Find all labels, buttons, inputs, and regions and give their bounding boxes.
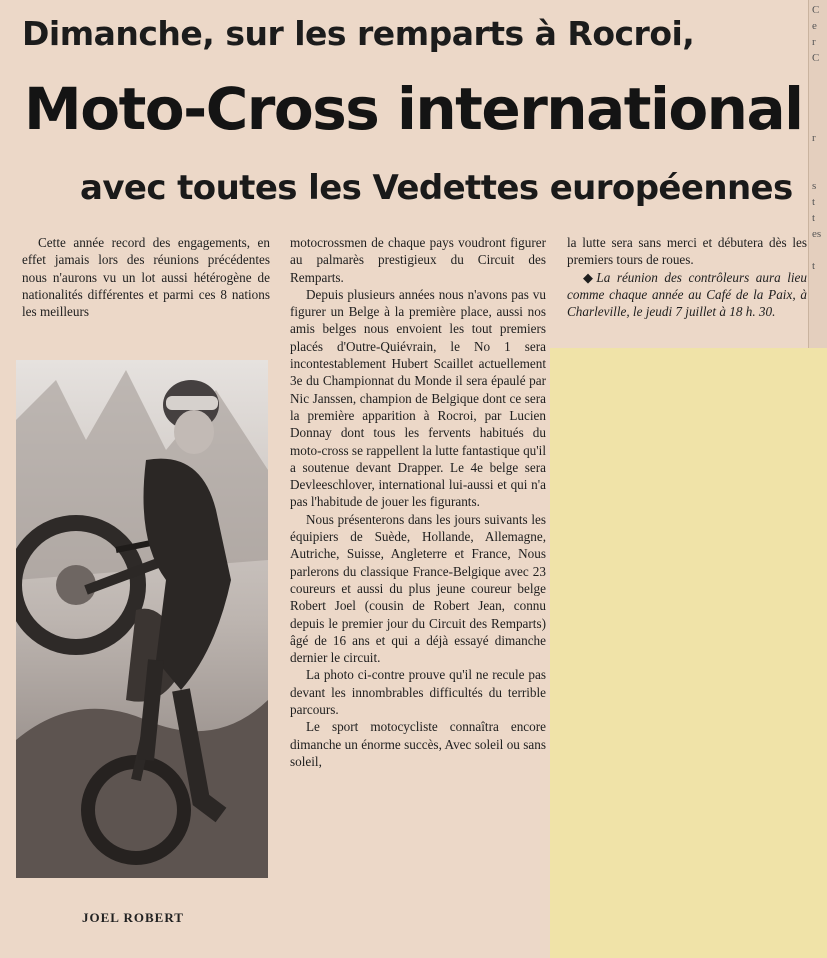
paragraph: Le sport motocycliste connaîtra encore dimanche un énorme succès, Avec soleil ou sans soleil, <box>290 719 546 769</box>
article-kicker: Dimanche, sur les remparts à Rocroi, <box>22 14 695 53</box>
controllers-meeting-note: ◆ La réunion des contrôleurs aura lieu comme chaque année au Café de la Paix, à Charleville, le jeudi 7 juillet à 18 h. 30. <box>567 269 807 321</box>
article-column-2 <box>290 234 546 770</box>
paragraph: motocrossmen de chaque pays voudront figurer au palmarès prestigieux du Circuit des Remparts. <box>290 235 546 285</box>
paragraph: la lutte sera sans merci et débutera dès les premiers tours de roues. <box>567 235 807 268</box>
rider-photo <box>16 360 268 878</box>
photo-caption: JOEL ROBERT <box>82 910 184 925</box>
paragraph: Depuis plusieurs années nous n'avons pas vu figurer un Belge à la première place, aussi nos amis belges nous envoient les tout premiers placés d'Outre-Quiévrain, le No 1 sera incontestablement Hubert Scaillet actuellement 3e du Championnat du Monde il sera épaulé par Nic Janssen, champion de Belgique dont ce sera la première apparition à Rocroi, par Lucien Donnay dont tous les fervents habitués du moto-cross se rappellent la lutte fantastique qu'il a soutenue devant Drapper. Le 4e belge sera Devleeschlover, international lui-aussi et qui n'a pas l'habitude de jouer les figurants. <box>290 286 546 510</box>
adjacent-clipping-text: C e r C r s t t es t <box>812 4 822 272</box>
article-column-1 <box>22 234 270 320</box>
article-column-3 <box>567 234 807 320</box>
paragraph: Nous présenterons dans les jours suivants les équipiers de Suède, Hollande, Allemagne, Autriche, Suisse, Angleterre et France, Nous parlerons du classique France-Belgique avec 23 coureurs et aussi du plus jeune coureur belge Robert Joel (cousin de Robert Jean, connu depuis le premier jour du Circuit des Remparts) âgé de 16 ans et qui a déjà essayé dimanche dernier le circuit. <box>290 511 546 666</box>
paragraph: Cette année record des engagements, en effet jamais lors des réunions précédentes nous n'aurons vu un lot aussi hétérogène de nationalités différentes et parmi ces 8 nations les meilleurs <box>22 235 270 320</box>
motocross-photo-illustration <box>16 360 268 878</box>
article-subheadline: avec toutes les Vedettes européennes <box>80 168 793 208</box>
article-headline: Moto-Cross international <box>24 75 803 143</box>
paragraph: La photo ci-contre prouve qu'il ne recule pas devant les innombrables difficultés du terrible parcours. <box>290 667 546 718</box>
